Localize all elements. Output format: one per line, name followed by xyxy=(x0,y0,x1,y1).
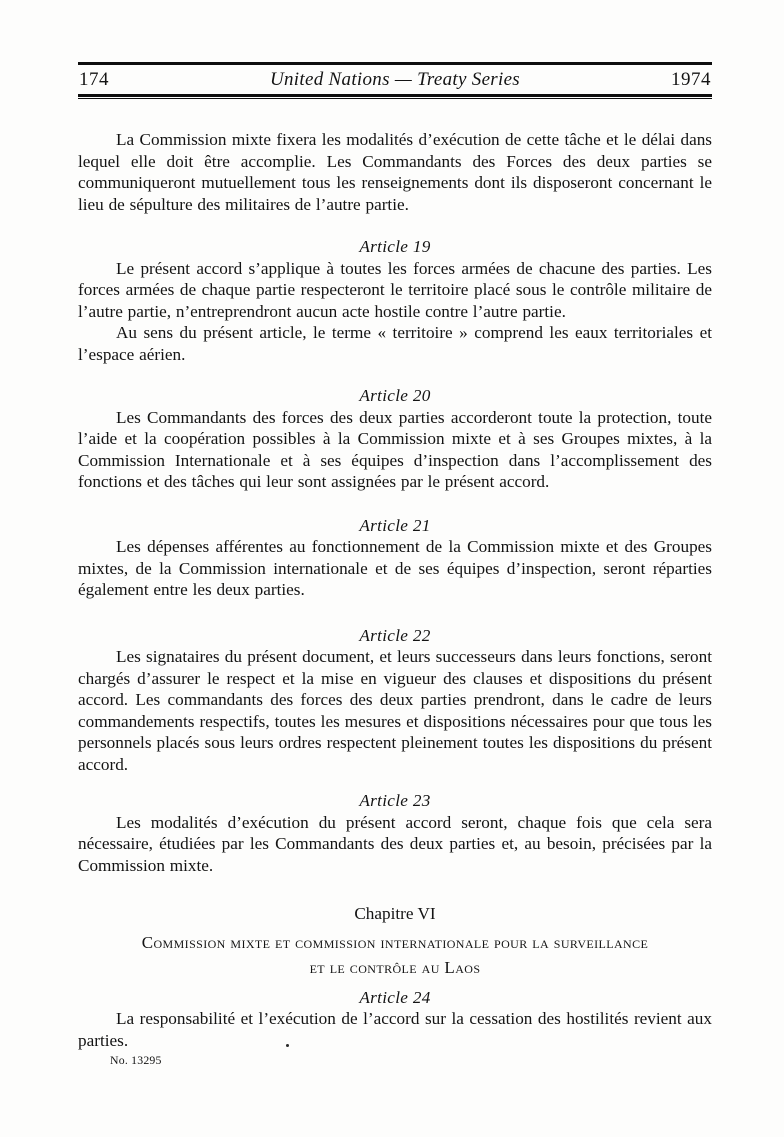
page-number: 174 xyxy=(79,69,109,90)
article-24-section xyxy=(78,987,712,1052)
header-bottom-rule-thick xyxy=(78,94,712,97)
chapter-6-title xyxy=(78,930,712,980)
chapter-6-title-line-1: Commission mixte et commission internationale pour la surveillance xyxy=(141,932,649,952)
article-23-heading: Article 23 xyxy=(359,791,431,810)
article-19-paragraph-2: Au sens du présent article, le terme « territoire » comprend les eaux territoriales et l’espace aérien. xyxy=(78,323,712,364)
article-24-paragraph-1: La responsabilité et l’exécution de l’accord sur la cessation des hostilités revient aux parties. xyxy=(78,1009,712,1050)
treaty-number-footnote: No. 13295 xyxy=(110,1053,162,1067)
article-23-section xyxy=(78,790,712,876)
article-21-section xyxy=(78,515,712,601)
article-20-paragraph-1: Les Commandants des forces des deux parties accorderont toute la protection, toute l’aide et la coopération possibles à la Commission mixte et à ses Groupes mixtes, à la Commission Internationale et à ses équipes d’inspection dans l’accomplissement des fonctions et des tâches qui leur sont assignées par le présent accord. xyxy=(78,407,712,491)
header-bottom-rule-thin xyxy=(78,98,712,99)
article-22-paragraph-1: Les signataires du présent document, et leurs successeurs dans leurs fonctions, seront chargés d’assurer le respect et la mise en vigueur des clauses et dispositions du présent accord. Les commandants des forces des deux parties prendront, dans le cadre de leurs commandements respectifs, toutes les mesures et dispositions nécessaires pour que tous les personnels placés sous leurs ordres respectent pleinement toutes les dispositions du présent accord. xyxy=(78,647,712,774)
article-20-section xyxy=(78,385,712,493)
document-body xyxy=(78,129,712,1067)
article-24-heading: Article 24 xyxy=(359,987,431,1007)
article-20-heading: Article 20 xyxy=(359,386,431,405)
running-head xyxy=(78,62,712,99)
article-21-paragraph-1: Les dépenses afférentes au fonctionnement de la Commission mixte et des Groupes mixtes, de la Commission internationale et de ses équipes d’inspection, seront réparties également entre les deux parties. xyxy=(78,537,712,599)
article-22-heading: Article 22 xyxy=(359,625,431,645)
header-year: 1974 xyxy=(671,69,711,90)
intro-paragraph: La Commission mixte fixera les modalités d’exécution de cette tâche et le délai dans lequel elle doit être accomplie. Les Commandants des Forces des deux parties se communiqueront mutuellement tous les renseignements dont ils disposeront concernant le lieu de sépulture des militaires de l’autre partie. xyxy=(78,130,712,214)
article-19-section xyxy=(78,236,712,365)
ink-speck xyxy=(286,1044,289,1047)
header-title: United Nations — Treaty Series xyxy=(269,69,521,90)
chapter-6-title-line-2: et le contrôle au Laos xyxy=(309,957,481,977)
article-22-section xyxy=(78,625,712,776)
header-row xyxy=(78,65,712,94)
article-19-paragraph-1: Le présent accord s’applique à toutes les forces armées de chacune des parties. Les forces armées de chaque partie respecteront le territoire placé sous le contrôle militaire de l’autre partie, n’entreprendront aucun acte hostile contre l’autre partie. xyxy=(78,258,712,321)
article-21-heading: Article 21 xyxy=(359,515,431,535)
chapter-6-block xyxy=(78,903,712,980)
text-column xyxy=(78,0,712,1067)
article-23-paragraph-1: Les modalités d’exécution du présent accord seront, chaque fois que cela sera nécessaire, étudiées par les Commandants des deux parties et, au besoin, précisées par la Commission mixte. xyxy=(78,812,712,875)
chapter-6-label: Chapitre VI xyxy=(354,904,436,923)
article-19-heading: Article 19 xyxy=(359,237,431,256)
